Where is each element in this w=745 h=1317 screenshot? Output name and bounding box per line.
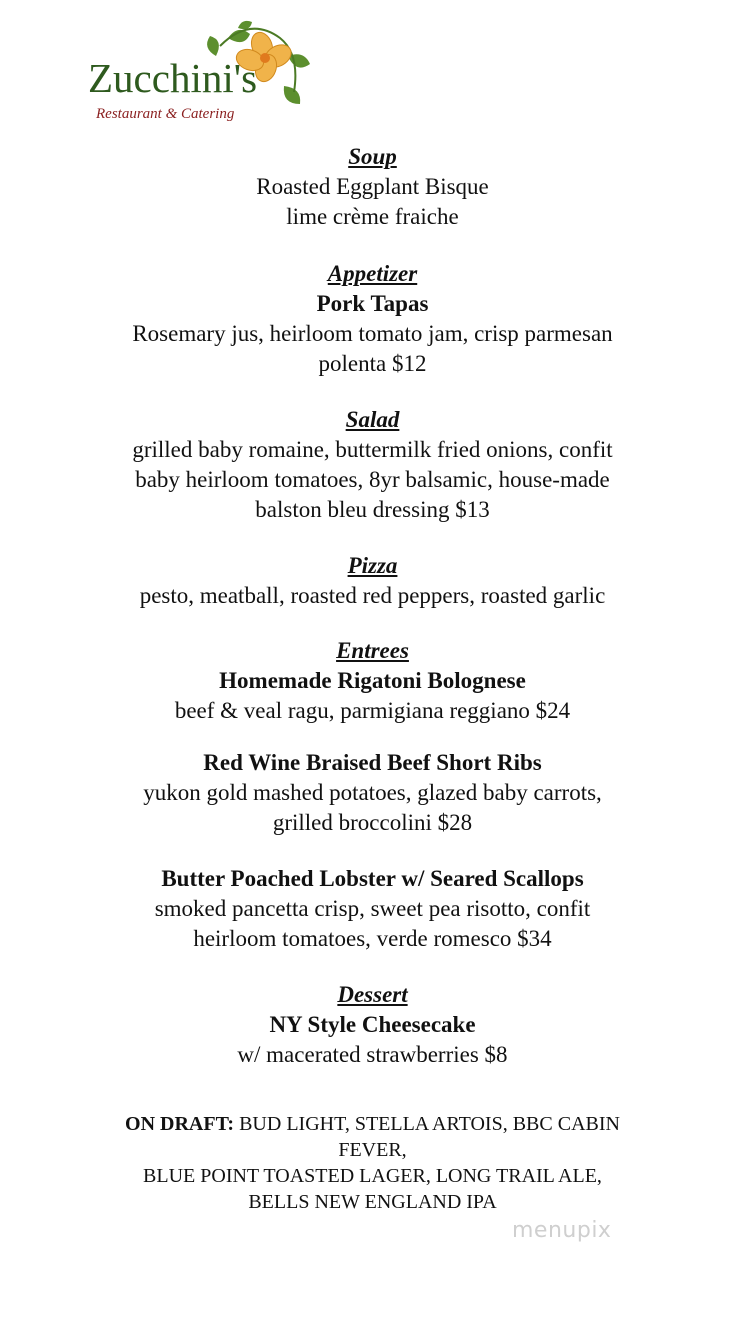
logo-tagline: Restaurant & Catering (96, 106, 235, 122)
draft-text: BUD LIGHT, STELLA ARTOIS, BBC CABIN (239, 1113, 620, 1135)
menu-body (0, 142, 745, 1070)
section-title: Soup (348, 144, 397, 169)
menu-line: grilled broccolini $28 (272, 810, 473, 835)
dish-name: Red Wine Braised Beef Short Ribs (203, 750, 542, 775)
menu-line: smoked pancetta crisp, sweet pea risotto, confit (154, 896, 591, 921)
draft-line (80, 1111, 665, 1137)
menu-line: baby heirloom tomatoes, 8yr balsamic, house-made (135, 467, 610, 492)
section-title: Pizza (347, 553, 398, 578)
menu-line: balston bleu dressing $13 (255, 497, 490, 522)
section-appetizer (0, 259, 745, 379)
restaurant-logo (88, 16, 320, 124)
section-pizza (0, 551, 745, 611)
menu-line: Rosemary jus, heirloom tomato jam, crisp parmesan (132, 321, 613, 346)
draft-line: FEVER, (338, 1139, 407, 1161)
section-soup (0, 142, 745, 232)
draft-line: BELLS NEW ENGLAND IPA (248, 1191, 497, 1213)
section-entrees (0, 636, 745, 954)
section-title: Salad (345, 407, 400, 432)
menu-line: pesto, meatball, roasted red peppers, roasted garlic (139, 583, 606, 608)
draft-label: ON DRAFT: (125, 1113, 235, 1135)
watermark: menupix (512, 1218, 612, 1243)
menu-line: heirloom tomatoes, verde romesco $34 (193, 926, 552, 951)
dish-name: Pork Tapas (316, 291, 429, 316)
dish-name: Butter Poached Lobster w/ Seared Scallops (161, 866, 584, 891)
menu-line: grilled baby romaine, buttermilk fried onions, confit (132, 437, 613, 462)
menu-line: lime crème fraiche (286, 204, 459, 229)
draft-line: BLUE POINT TOASTED LAGER, LONG TRAIL ALE, (143, 1165, 602, 1187)
dish-name: Homemade Rigatoni Bolognese (219, 668, 526, 693)
section-dessert (0, 980, 745, 1070)
section-salad (0, 405, 745, 525)
menu-line: w/ macerated strawberries $8 (237, 1042, 508, 1067)
section-title: Entrees (336, 638, 409, 663)
section-title: Appetizer (327, 261, 418, 286)
menu-line: yukon gold mashed potatoes, glazed baby carrots, (143, 780, 602, 805)
logo-name: Zucchini's (88, 55, 258, 101)
dish-name: NY Style Cheesecake (269, 1012, 476, 1037)
draft-beer-list (80, 1111, 665, 1215)
menu-line: Roasted Eggplant Bisque (256, 174, 489, 199)
menu-line: polenta $12 (318, 351, 427, 376)
zucchini-flower-icon (88, 16, 320, 124)
section-title: Dessert (337, 982, 408, 1007)
menu-line: beef & veal ragu, parmigiana reggiano $24 (174, 698, 571, 723)
